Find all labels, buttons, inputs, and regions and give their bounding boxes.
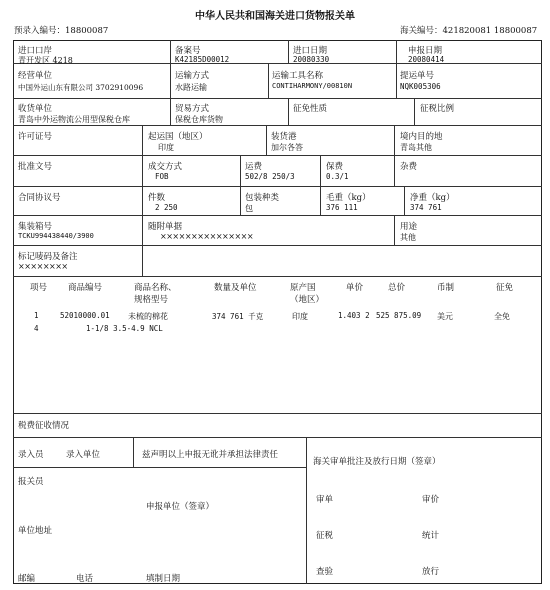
goods-row-no: 4: [34, 324, 39, 333]
unit-address-label: 单位地址: [18, 526, 53, 536]
declare-unit-label: 申报单位（签章）: [146, 502, 215, 512]
audit-label: 审价: [422, 495, 440, 505]
tax-label: 征税: [316, 531, 334, 541]
tax-ratio-label: 征税比例: [420, 104, 455, 114]
row-divider: [13, 245, 542, 246]
docs-label: 随附单据: [148, 222, 183, 232]
row-divider: [13, 413, 542, 414]
import-date-value: 20080330: [293, 55, 330, 64]
row-divider: [13, 155, 542, 156]
col-divider: [394, 155, 395, 186]
container-value: TCKU994438440/3900: [18, 232, 94, 240]
goods-row-exempt: 全免: [494, 312, 510, 321]
row-divider: [13, 63, 542, 64]
vessel-value: CONTIHARMONY/00810N: [272, 82, 353, 90]
inspect-label: 查验: [316, 567, 334, 577]
record-value: K42185D00012: [175, 55, 230, 64]
col-divider: [414, 98, 415, 125]
goods-row-total: 525 875.09: [376, 311, 422, 320]
release-label: 放行: [422, 567, 440, 577]
pieces-label: 件数: [148, 193, 166, 203]
form-title: 中华人民共和国海关进口货物报关单: [195, 11, 355, 22]
review-label: 审单: [316, 495, 334, 505]
trade-label: 贸易方式: [175, 104, 210, 114]
fill-date-label: 填制日期: [146, 574, 181, 584]
goods-row-country: 印度: [292, 312, 308, 321]
freight-value: 502/8 250/3: [245, 172, 295, 181]
operator-label: 经营单位: [18, 71, 53, 81]
deal-label: 成交方式: [148, 162, 183, 172]
col-divider: [394, 215, 395, 245]
transport-label: 运输方式: [175, 71, 210, 81]
package-value: 包: [245, 204, 253, 213]
import-date-label: 进口日期: [293, 46, 328, 56]
tax-section-label: 税费征收情况: [18, 421, 70, 431]
goods-header-qty: 数量及单位: [214, 283, 257, 293]
col-divider: [170, 40, 171, 125]
contract-label: 合同协议号: [18, 193, 61, 203]
goods-header-country: 原产国: [290, 283, 316, 293]
goods-header-country2: （地区）: [290, 295, 325, 305]
phone-label: 电话: [76, 574, 94, 584]
col-divider: [133, 437, 134, 467]
col-divider: [266, 125, 267, 155]
bill-label: 提运单号: [400, 71, 435, 81]
statistics-label: 统计: [422, 531, 440, 541]
record-label: 备案号: [175, 46, 201, 56]
deal-value: FOB: [155, 172, 169, 181]
goods-header-currency: 币制: [437, 283, 455, 293]
col-divider: [240, 155, 241, 215]
goods-row-currency: 美元: [437, 312, 453, 321]
port-label: 进口口岸: [18, 46, 53, 56]
col-divider: [288, 40, 289, 63]
gross-weight-value: 376 111: [326, 203, 358, 212]
goods-header-exempt: 征免: [496, 283, 514, 293]
entry-unit-label: 录入单位: [66, 450, 101, 460]
freight-label: 运费: [245, 162, 263, 172]
usage-value: 其他: [400, 233, 416, 242]
declaration-statement: 兹声明以上申报无讹并承担法律责任: [142, 450, 279, 460]
net-weight-value: 374 761: [410, 203, 442, 212]
consignee-label: 收货单位: [18, 104, 53, 114]
col-divider: [394, 125, 395, 155]
col-divider: [142, 125, 143, 276]
operator-value: 中国外运山东有限公司 3702910096: [18, 83, 144, 92]
declare-date-label: 申报日期: [408, 46, 443, 56]
marks-value: ××××××××: [18, 262, 68, 271]
col-divider: [306, 437, 307, 584]
insurance-label: 保费: [326, 162, 344, 172]
loading-port-value: 加尔各答: [271, 143, 303, 152]
goods-header-code: 商品编号: [68, 283, 103, 293]
goods-header-name: 商品名称、: [134, 283, 177, 293]
misc-label: 杂费: [400, 162, 418, 172]
origin-country-label: 起运国（地区）: [148, 132, 208, 142]
goods-row-spec: 1-1/8 3.5-4.9 NCL: [86, 324, 163, 333]
approval-label: 批准文号: [18, 162, 53, 172]
col-divider: [396, 40, 397, 98]
goods-header-no: 项号: [30, 283, 48, 293]
row-divider: [13, 98, 542, 99]
goods-row-no: 1: [34, 311, 39, 320]
destination-value: 青岛其他: [400, 143, 432, 152]
transport-value: 水路运输: [175, 83, 207, 92]
col-divider: [404, 186, 405, 215]
goods-row-code: 52010000.01: [60, 311, 110, 320]
bill-value: NQK005306: [400, 82, 441, 91]
goods-row-price: 1.403 2: [338, 311, 370, 320]
usage-label: 用途: [400, 222, 418, 232]
destination-label: 境内目的地: [400, 132, 443, 142]
license-label: 许可证号: [18, 132, 53, 142]
goods-header-price: 单价: [346, 283, 364, 293]
row-divider: [13, 125, 542, 126]
col-divider: [320, 155, 321, 215]
prerecord-number: 预录入编号：18800087: [14, 26, 109, 36]
declare-date-value: 20080414: [408, 55, 445, 64]
gross-weight-label: 毛重（kg）: [326, 193, 371, 203]
vessel-label: 运输工具名称: [272, 71, 324, 81]
consignee-value: 青岛中外运物流公用型保税仓库: [18, 115, 130, 124]
exemption-label: 征免性质: [293, 104, 328, 114]
customs-number: 海关编号：421820081 18800087: [400, 26, 538, 36]
port-value: 青开发区 4218: [18, 56, 73, 65]
goods-row-qty: 374 761 千克: [212, 312, 264, 321]
goods-header-total: 总价: [388, 283, 406, 293]
trade-value: 保税仓库货物: [175, 115, 223, 124]
origin-country-value: 印度: [158, 143, 174, 152]
net-weight-label: 净重（kg）: [410, 193, 455, 203]
goods-row-name: 未梳的棉花: [128, 312, 168, 321]
insurance-value: 0.3/1: [326, 172, 349, 181]
col-divider: [268, 63, 269, 98]
row-divider: [13, 186, 542, 187]
pieces-value: 2 250: [155, 203, 178, 212]
marks-label: 标记唛码及备注: [18, 252, 78, 262]
customs-approval-label: 海关审单批注及放行日期（签章）: [313, 457, 441, 467]
row-divider: [13, 467, 306, 468]
docs-value: ×××××××××××××××: [160, 232, 254, 241]
row-divider: [13, 215, 542, 216]
package-label: 包装种类: [245, 193, 280, 203]
row-divider: [13, 437, 542, 438]
loading-port-label: 装货港: [271, 132, 297, 142]
col-divider: [288, 98, 289, 125]
container-label: 集装箱号: [18, 222, 53, 232]
postcode-label: 邮编: [18, 574, 36, 584]
goods-header-name2: 规格型号: [134, 295, 169, 305]
entry-person-label: 录入员: [18, 450, 44, 460]
declarant-label: 报关员: [18, 477, 44, 487]
row-divider: [13, 276, 542, 277]
